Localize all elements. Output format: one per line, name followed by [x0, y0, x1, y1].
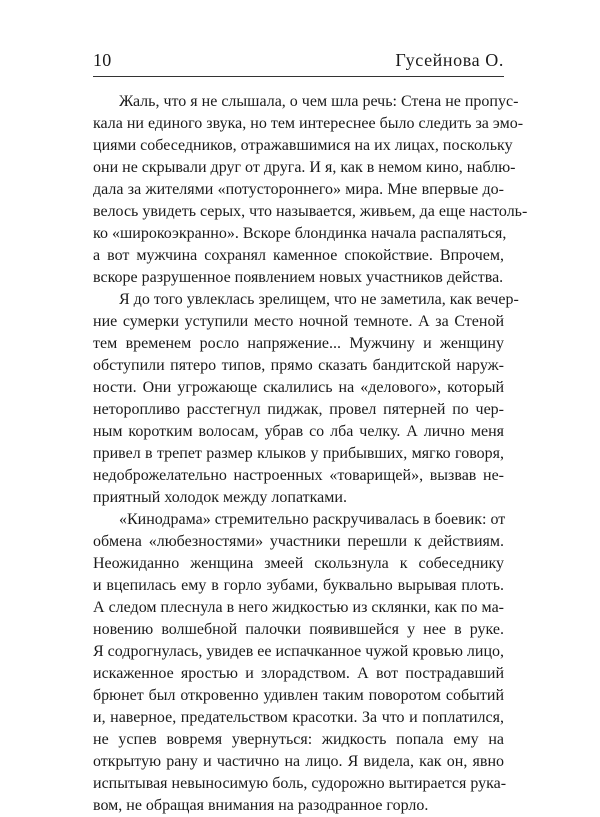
- text-line: кала ни единого звука, но тем интереснее было следить за эмо-: [93, 115, 524, 132]
- paragraph: [93, 91, 528, 289]
- text-line: неторопливо расстегнул пиджак, провел пятерней по чер-: [93, 401, 504, 418]
- text-line: а вот мужчина сохранял каменное спокойствие. Впрочем,: [93, 247, 504, 264]
- running-title: Гусейнова О.: [395, 50, 504, 70]
- text-line: Неожиданно женщина змеей скользнула к собеседнику: [93, 555, 504, 572]
- paragraph: [93, 289, 519, 509]
- text-line: недоброжелательно настроенных «товарищей», вызвав не-: [93, 467, 504, 484]
- text-line: Жаль, что я не слышала, о чем шла речь: Стена не пропус-: [119, 93, 519, 110]
- text-line: привел в трепет размер клыков у прибывших, мягко говоря,: [93, 445, 504, 462]
- text-line: и, наверное, предательством красотки. За что и поплатился,: [93, 709, 504, 726]
- text-line: ности. Они угрожающе скалились на «делового», который: [93, 379, 504, 396]
- text-line: брюнет был откровенно удивлен таким поворотом событий: [93, 687, 504, 704]
- text-line: испытывая невыносимую боль, судорожно вытирается рука-: [93, 775, 507, 792]
- body-text: [93, 91, 528, 817]
- text-line: велось увидеть серых, что называется, живьем, да еще настоль-: [93, 203, 528, 220]
- text-line: открытую рану и частично на лицо. Я видела, как он, явно: [93, 753, 504, 770]
- text-line: искаженное яростью и злорадством. А вот пострадавший: [93, 665, 504, 682]
- text-line: ко «широкоэкранно». Вскоре блондинка начала распаляться,: [93, 225, 507, 242]
- text-line: обступили пятеро типов, прямо сказать бандитской наруж-: [93, 357, 504, 374]
- text-line: тем временем росло напряжение... Мужчину и женщину: [93, 335, 504, 352]
- page-header: [93, 50, 504, 71]
- page-number: 10: [93, 50, 112, 70]
- text-line: А следом плеснула в него жидкостью из склянки, как по ма-: [93, 599, 504, 616]
- text-line: не успев вовремя увернуться: жидкость попала ему на: [93, 731, 504, 748]
- text-line: вом, не обращая внимания на разодранное горло.: [93, 797, 429, 814]
- text-line: вскоре разрушенное появлением новых участников действа.: [93, 269, 504, 286]
- text-line: Я содрогнулась, увидев ее испачканное чужой кровью лицо,: [93, 643, 505, 660]
- text-line: циями собеседников, отражавшимися на их лицах, поскольку: [93, 137, 513, 154]
- text-line: новению волшебной палочки появившейся у нее в руке.: [93, 621, 504, 638]
- text-line: «Кинодрама» стремительно раскручивалась в боевик: от: [119, 511, 506, 528]
- text-line: приятный холодок между лопатками.: [93, 489, 347, 506]
- text-line: ние сумерки уступили место ночной темноте. А за Стеной: [93, 313, 504, 330]
- header-rule: [93, 76, 504, 77]
- text-line: Я до того увлеклась зрелищем, что не заметила, как вечер-: [119, 291, 519, 308]
- text-line: ным коротким волосам, убрав со лба челку. А лично меня: [93, 423, 504, 440]
- text-line: они не скрывали друг от друга. И я, как в немом кино, наблю-: [93, 159, 516, 176]
- text-line: обмена «любезностями» участники перешли к действиям.: [93, 533, 504, 550]
- text-line: дала за жителями «потустороннего» мира. Мне впервые до-: [93, 181, 504, 198]
- paragraph: [93, 509, 507, 817]
- text-line: и вцепилась ему в горло зубами, буквально вырывая плоть.: [93, 577, 504, 594]
